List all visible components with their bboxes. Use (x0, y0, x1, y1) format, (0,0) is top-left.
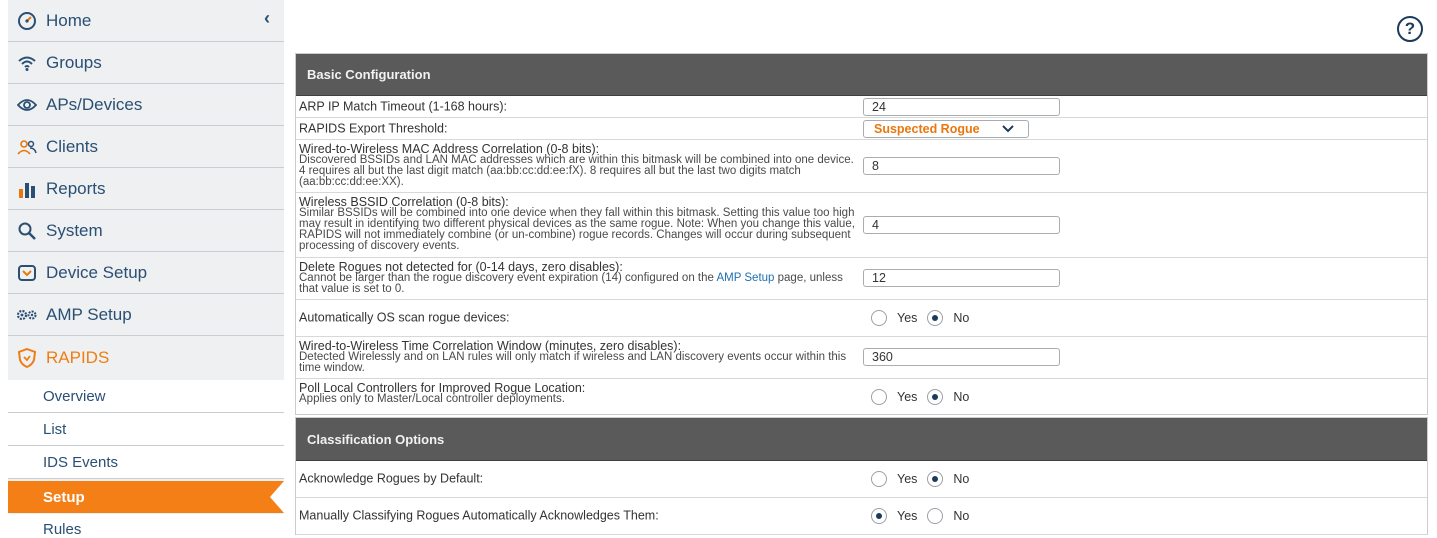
bssid-correlation-label-block (299, 197, 859, 252)
amp-setup-link[interactable]: AMP Setup (716, 272, 775, 284)
sidebar-subitem-label: IDS Events (43, 453, 119, 471)
sidebar-item-label: Clients (46, 136, 98, 156)
manual-ack-row (296, 498, 1427, 535)
sidebar-subitem-rules[interactable] (8, 514, 284, 538)
basic-configuration-panel (295, 53, 1428, 415)
poll-yes-radio[interactable] (871, 389, 887, 405)
sidebar-item-groups[interactable] (8, 42, 284, 84)
mac-correlation-label: Wired-to-Wireless MAC Address Correlation (0-8 bits): (299, 142, 600, 156)
mac-correlation-label-block (299, 144, 859, 188)
sidebar-subitem-setup[interactable] (8, 481, 284, 513)
manual-ack-yes-radio[interactable] (871, 508, 887, 524)
ack-default-label: Acknowledge Rogues by Default: (299, 471, 484, 486)
sidebar-item-amp-setup[interactable] (8, 294, 284, 336)
radio-label-no: No (953, 472, 970, 486)
export-threshold-row (296, 118, 1427, 140)
sidebar-subitem-overview[interactable] (8, 380, 284, 413)
manual-ack-radio-group (871, 508, 979, 524)
sidebar-subitem-list[interactable] (8, 413, 284, 446)
poll-controllers-label-block (299, 383, 859, 405)
poll-controllers-desc: Applies only to Master/Local controller deployments. (299, 393, 565, 405)
time-window-input[interactable]: 360 (863, 348, 1060, 366)
radio-label-no: No (953, 311, 970, 325)
delete-rogues-row (296, 258, 1427, 300)
sidebar-subitem-label: List (43, 420, 67, 438)
radio-label-yes: Yes (897, 390, 918, 404)
arp-timeout-input[interactable]: 24 (863, 98, 1060, 116)
export-threshold-select[interactable] (863, 120, 1029, 138)
delete-rogues-desc-pre: Cannot be larger than the rogue discovery event expiration (14) configured on the (299, 272, 717, 284)
delete-rogues-label: Delete Rogues not detected for (0-14 days, zero disables): (299, 260, 623, 274)
sidebar-item-reports[interactable] (8, 168, 284, 210)
bssid-correlation-label: Wireless BSSID Correlation (0-8 bits): (299, 195, 509, 209)
sidebar-item-rapids[interactable] (8, 336, 284, 380)
time-window-row (296, 337, 1427, 379)
time-window-label-block (299, 341, 859, 374)
sidebar-subitem-ids-events[interactable] (8, 446, 284, 479)
manual-ack-label: Manually Classifying Rogues Automatically Acknowledges Them: (299, 508, 659, 523)
mac-correlation-row (296, 140, 1427, 193)
arp-timeout-row (296, 96, 1427, 118)
time-window-desc: Detected Wirelessly and on LAN rules will only match if wireless and LAN discovery events occur within this time window. (299, 351, 847, 374)
ack-default-radio-group (871, 471, 979, 487)
poll-controllers-label: Poll Local Controllers for Improved Rogue Location: (299, 381, 586, 395)
mac-correlation-desc: Discovered BSSIDs and LAN MAC addresses which are within this bitmask will be combined into one device. 4 requires all but the last digit match (aa:bb:cc:dd:ee:fX). 8 requires all but the last two digits match (aa:bb:cc:dd:ee:XX). (299, 154, 854, 188)
os-scan-radio-group (871, 310, 979, 326)
sidebar-item-label: AMP Setup (46, 304, 132, 324)
shield-icon (16, 347, 38, 369)
eye-icon (16, 94, 38, 116)
os-scan-yes-radio[interactable] (871, 310, 887, 326)
delete-rogues-input[interactable]: 12 (863, 269, 1060, 287)
radio-label-yes: Yes (897, 311, 918, 325)
delete-rogues-label-block (299, 262, 859, 295)
manual-ack-no-radio[interactable] (927, 508, 943, 524)
sidebar-item-label: APs/Devices (46, 94, 143, 114)
os-scan-row (296, 300, 1427, 337)
users-icon (16, 136, 38, 158)
chevron-down-icon (1002, 122, 1014, 138)
wifi-icon (16, 52, 38, 74)
sidebar-gutter (0, 0, 8, 538)
sidebar-item-label: Reports (46, 178, 106, 198)
delete-rogues-desc (299, 273, 859, 295)
panel-title: Classification Options (296, 418, 1427, 461)
sidebar-item-aps-devices[interactable] (8, 84, 284, 126)
bar-chart-icon (16, 178, 38, 200)
ack-default-yes-radio[interactable] (871, 471, 887, 487)
bssid-correlation-row (296, 193, 1427, 258)
radio-label-yes: Yes (897, 509, 918, 523)
export-threshold-label: RAPIDS Export Threshold: (299, 121, 448, 135)
gears-icon (16, 304, 38, 326)
os-scan-label: Automatically OS scan rogue devices: (299, 310, 510, 325)
sidebar-item-label: Home (46, 10, 92, 30)
ack-default-row (296, 461, 1427, 498)
sidebar-item-system[interactable] (8, 210, 284, 252)
active-indicator (270, 481, 284, 513)
poll-controllers-radio-group (871, 389, 979, 405)
sidebar (0, 0, 284, 538)
collapse-sidebar-icon[interactable]: ‹ (264, 8, 270, 28)
device-setup-icon (16, 262, 38, 284)
panel-title: Basic Configuration (296, 54, 1427, 96)
radio-label-no: No (953, 509, 970, 523)
sidebar-item-home[interactable] (8, 0, 284, 42)
sidebar-item-device-setup[interactable] (8, 252, 284, 294)
sidebar-item-clients[interactable] (8, 126, 284, 168)
sidebar-item-label: System (46, 220, 103, 240)
sidebar-subitem-label: Setup (43, 488, 85, 506)
help-icon[interactable]: ? (1397, 16, 1423, 42)
bssid-correlation-desc: Similar BSSIDs will be combined into one device when they fall within this bitmask. Setting this value too high may result in identifying two different physical devices as the same rogue. Note: When you change this value, RAPIDS will not immediately combine (or un-combine) rogue records. Changes will occur during subsequent processing of discovery events. (299, 207, 855, 252)
mac-correlation-input[interactable]: 8 (863, 157, 1060, 175)
bssid-correlation-input[interactable]: 4 (863, 216, 1060, 234)
os-scan-no-radio[interactable] (927, 310, 943, 326)
sidebar-item-label: RAPIDS (46, 348, 110, 367)
poll-controllers-row (296, 379, 1427, 414)
sidebar-item-label: Groups (46, 52, 102, 72)
dashboard-icon (16, 10, 38, 32)
sidebar-item-label: Device Setup (46, 262, 148, 282)
delete-rogues-desc-post: page, unless that value is set to 0. (299, 272, 843, 295)
time-window-label: Wired-to-Wireless Time Correlation Window (minutes, zero disables): (299, 339, 682, 353)
radio-label-no: No (953, 390, 970, 404)
sidebar-subitem-label: Overview (43, 387, 106, 405)
export-threshold-value: Suspected Rogue (874, 122, 980, 136)
classification-options-panel (295, 417, 1428, 535)
poll-no-radio[interactable] (927, 389, 943, 405)
ack-default-no-radio[interactable] (927, 471, 943, 487)
arp-timeout-label: ARP IP Match Timeout (1-168 hours): (299, 99, 507, 113)
sidebar-subitem-label: Rules (43, 520, 82, 538)
wrench-icon (16, 220, 38, 242)
radio-label-yes: Yes (897, 472, 918, 486)
